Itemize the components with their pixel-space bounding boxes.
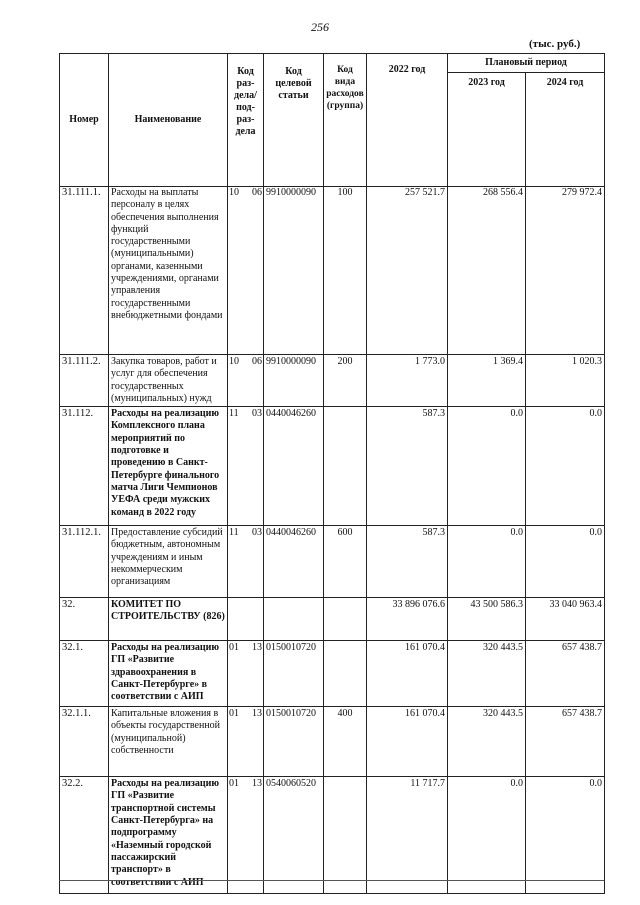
row-name: Расходы на реализацию ГП «Развитие здравоохранения в Санкт-Петербурге» в соответствии с АИП xyxy=(109,641,228,707)
header-2024: 2024 год xyxy=(526,73,605,187)
row-amount-2023: 43 500 586.3 xyxy=(448,598,526,641)
row-name: Капитальные вложения в объекты государственной (муниципальной) собственности xyxy=(109,707,228,777)
row-expense-type xyxy=(324,407,367,526)
row-amount-2022: 257 521.7 xyxy=(367,187,448,355)
row-amount-2022: 11 717.7 xyxy=(367,777,448,894)
table-row xyxy=(60,526,605,598)
table-row xyxy=(60,707,605,777)
row-section-cell xyxy=(228,598,264,641)
page-number: 256 xyxy=(311,20,329,34)
row-section-cell xyxy=(228,707,264,777)
row-section: 10 xyxy=(229,187,239,198)
row-target-code xyxy=(264,598,324,641)
header-number: Номер xyxy=(60,54,109,187)
row-expense-type: 200 xyxy=(324,355,367,407)
header-row xyxy=(60,54,605,73)
row-expense-type xyxy=(324,641,367,707)
row-name: Закупка товаров, работ и услуг для обеспечения государственных (муниципальных) нужд xyxy=(109,355,228,407)
row-amount-2023: 0.0 xyxy=(448,407,526,526)
row-section: 11 xyxy=(229,527,239,539)
row-subsection: 03 xyxy=(252,527,262,539)
table-row xyxy=(60,641,605,707)
row-target-code: 0150010720 xyxy=(264,641,324,707)
row-section-cell xyxy=(228,187,264,355)
row-subsection: 13 xyxy=(252,708,262,720)
row-subsection: 13 xyxy=(252,778,262,790)
row-expense-type: 400 xyxy=(324,707,367,777)
row-subsection: 03 xyxy=(252,408,262,420)
row-section-cell xyxy=(228,355,264,407)
row-subsection: 13 xyxy=(252,642,262,654)
row-amount-2024: 657 438.7 xyxy=(526,707,605,777)
row-number: 32.1. xyxy=(60,641,109,707)
table-body xyxy=(60,187,605,894)
row-amount-2024: 0.0 xyxy=(526,407,605,526)
header-plan-period: Плановый период xyxy=(448,54,605,73)
row-amount-2023: 320 443.5 xyxy=(448,641,526,707)
row-amount-2024: 0.0 xyxy=(526,526,605,598)
row-section: 01 xyxy=(229,708,239,720)
row-amount-2022: 587.3 xyxy=(367,526,448,598)
table-row xyxy=(60,777,605,894)
row-amount-2024: 0.0 xyxy=(526,777,605,894)
header-name: Наименование xyxy=(109,54,228,187)
row-amount-2024: 1 020.3 xyxy=(526,355,605,407)
row-amount-2022: 33 896 076.6 xyxy=(367,598,448,641)
header-section: Код раз-дела/ под-раз-дела xyxy=(228,54,264,187)
row-target-code: 0440046260 xyxy=(264,407,324,526)
table-row xyxy=(60,355,605,407)
row-number: 31.111.2. xyxy=(60,355,109,407)
row-name: Предоставление субсидий бюджетным, автономным учреждениям и иным некоммерческим организациям xyxy=(109,526,228,598)
row-name: КОМИТЕТ ПО СТРОИТЕЛЬСТВУ (826) xyxy=(109,598,228,641)
row-amount-2024: 33 040 963.4 xyxy=(526,598,605,641)
bottom-divider xyxy=(59,880,604,881)
row-target-code: 0540060520 xyxy=(264,777,324,894)
row-section-cell xyxy=(228,777,264,894)
row-target-code: 9910000090 xyxy=(264,187,324,355)
row-section-cell xyxy=(228,407,264,526)
row-amount-2022: 161 070.4 xyxy=(367,641,448,707)
row-amount-2022: 1 773.0 xyxy=(367,355,448,407)
row-expense-type xyxy=(324,598,367,641)
header-target: Код целевой статьи xyxy=(264,54,324,187)
row-section: 01 xyxy=(229,642,239,654)
row-section: 10 xyxy=(229,356,239,367)
row-number: 31.112. xyxy=(60,407,109,526)
row-number: 32. xyxy=(60,598,109,641)
row-amount-2022: 161 070.4 xyxy=(367,707,448,777)
row-amount-2023: 320 443.5 xyxy=(448,707,526,777)
header-expense-type: Код вида расходов (группа) xyxy=(324,54,367,187)
row-section-cell xyxy=(228,641,264,707)
table-row xyxy=(60,187,605,355)
row-target-code: 0440046260 xyxy=(264,526,324,598)
row-amount-2023: 1 369.4 xyxy=(448,355,526,407)
row-expense-type xyxy=(324,777,367,894)
row-expense-type: 600 xyxy=(324,526,367,598)
budget-table xyxy=(59,53,605,894)
row-subsection: 06 xyxy=(252,187,262,198)
row-number: 32.2. xyxy=(60,777,109,894)
row-section: 01 xyxy=(229,778,239,790)
row-target-code: 0150010720 xyxy=(264,707,324,777)
row-amount-2023: 268 556.4 xyxy=(448,187,526,355)
row-amount-2023: 0.0 xyxy=(448,526,526,598)
header-2022: 2022 год xyxy=(367,54,448,187)
table-row xyxy=(60,598,605,641)
row-section: 11 xyxy=(229,408,239,420)
table-row xyxy=(60,407,605,526)
row-amount-2024: 279 972.4 xyxy=(526,187,605,355)
row-number: 31.112.1. xyxy=(60,526,109,598)
header-2023: 2023 год xyxy=(448,73,526,187)
row-target-code: 9910000090 xyxy=(264,355,324,407)
row-amount-2023: 0.0 xyxy=(448,777,526,894)
row-section-cell xyxy=(228,526,264,598)
row-amount-2024: 657 438.7 xyxy=(526,641,605,707)
row-name: Расходы на реализацию ГП «Развитие транспортной системы Санкт-Петербурга» на подпрограмму «Наземный городской пассажирский транспорт» в соответствии с АИП xyxy=(109,777,228,894)
units-label: (тыс. руб.) xyxy=(529,38,581,50)
row-number: 31.111.1. xyxy=(60,187,109,355)
row-expense-type: 100 xyxy=(324,187,367,355)
row-number: 32.1.1. xyxy=(60,707,109,777)
row-amount-2022: 587.3 xyxy=(367,407,448,526)
row-name: Расходы на выплаты персоналу в целях обеспечения выполнения функций государственными (муниципальными) органами, казенными учреждениями, органами управления государственными внебюджетными фондами xyxy=(109,187,228,355)
row-name: Расходы на реализацию Комплексного плана мероприятий по подготовке и проведению в Санкт-Петербурге финального матча Лиги Чемпионов УЕФА среди мужских команд в 2022 году xyxy=(109,407,228,526)
row-subsection: 06 xyxy=(252,356,262,367)
